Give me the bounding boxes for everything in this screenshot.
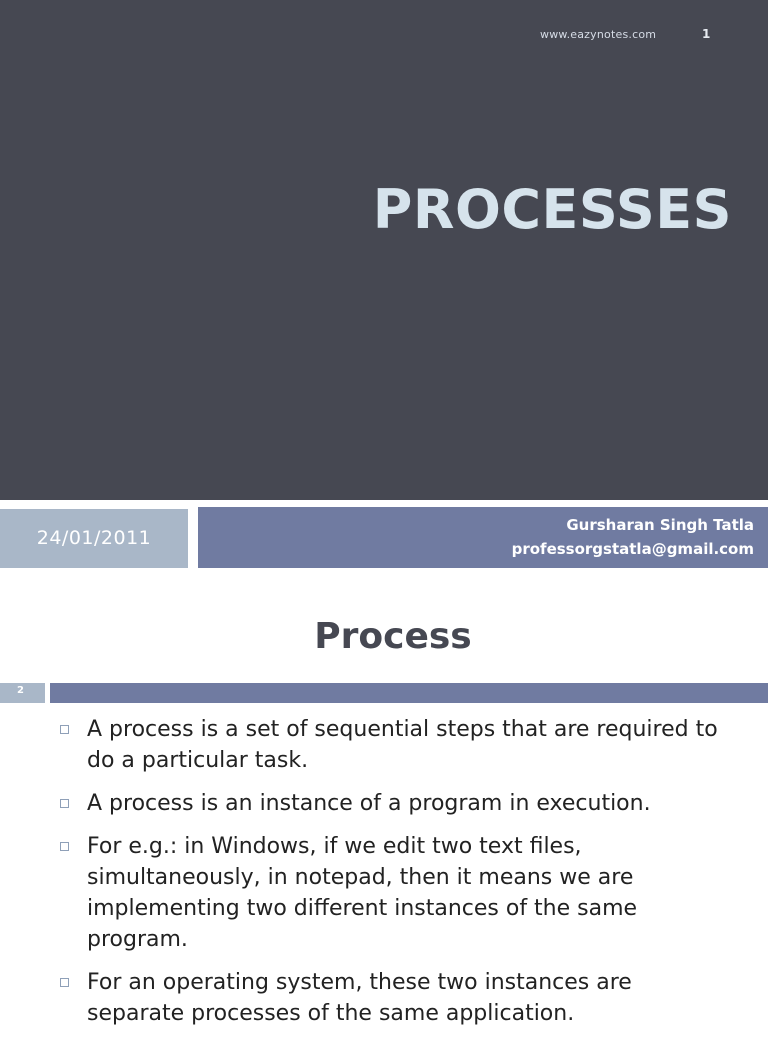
slide-number: 2 [17,685,24,696]
author-name: Gursharan Singh Tatla [566,516,754,534]
slide-title: PROCESSES [372,178,732,241]
slide-number: 1 [702,27,711,41]
square-bullet-icon [60,725,69,734]
square-bullet-icon [60,978,69,987]
title-slide-background [0,0,768,500]
square-bullet-icon [60,799,69,808]
content-slide [0,568,768,1024]
list-item [60,788,720,819]
list-item [60,831,720,955]
author-info [512,513,754,561]
date-label: 24/01/2011 [36,527,152,549]
list-item [60,967,720,1029]
list-item [60,714,720,776]
bullet-text: For e.g.: in Windows, if we edit two text files, simultaneously, in notepad, then it means we are implementing two different instances of the same program. [87,834,638,952]
bullet-list [60,714,720,1041]
website-url: www.eazynotes.com [540,28,657,41]
bullet-text: For an operating system, these two instances are separate processes of the same application. [87,970,632,1026]
square-bullet-icon [60,842,69,851]
slide-title: Process [314,616,472,657]
author-box [198,507,768,568]
date-box [0,509,188,568]
bullet-text: A process is an instance of a program in execution. [87,791,651,816]
bullet-text: A process is a set of sequential steps that are required to do a particular task. [87,717,718,773]
author-email: professorgstatla@gmail.com [511,540,754,558]
slide-number-box [0,683,45,703]
header-bar [50,683,768,703]
